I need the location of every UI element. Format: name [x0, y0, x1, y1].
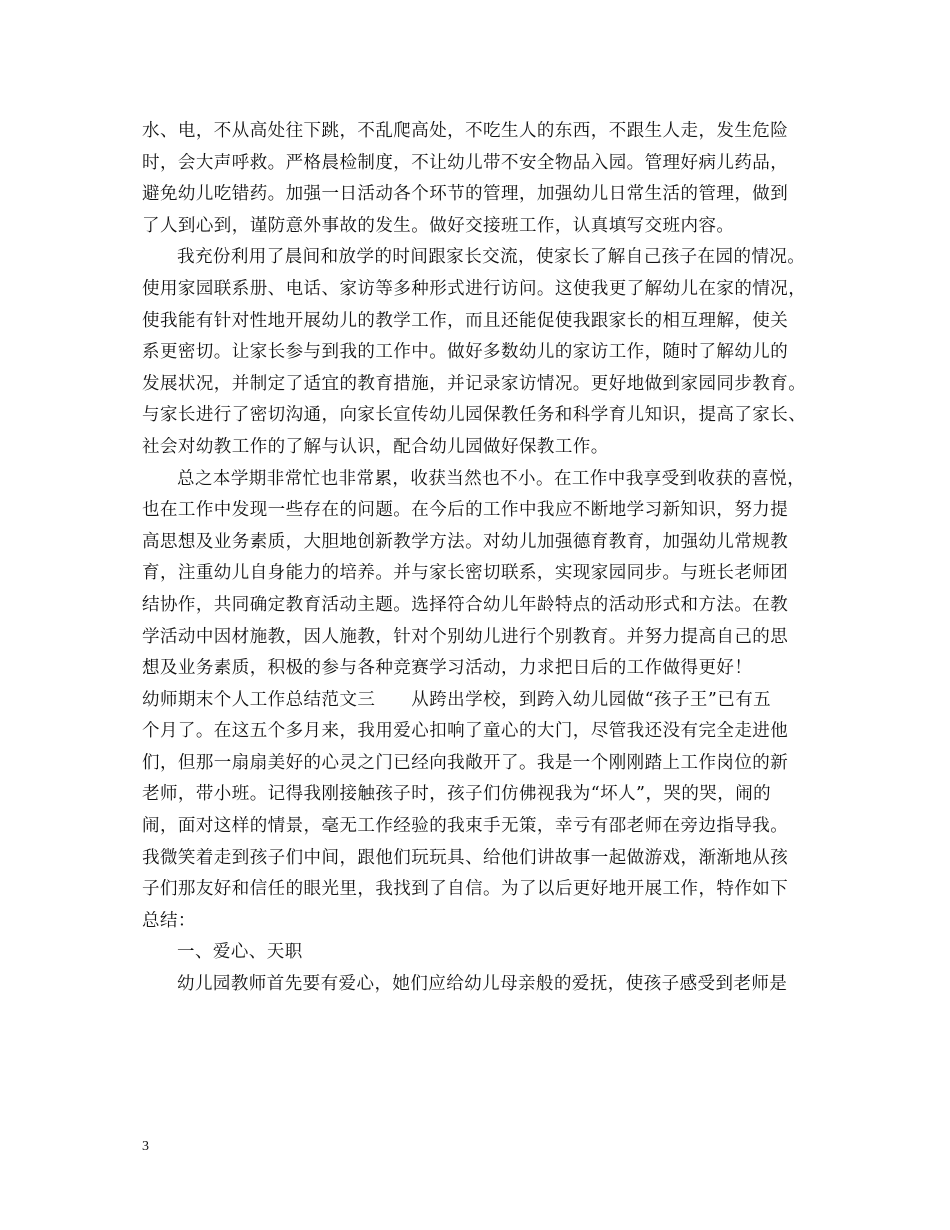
text-line: 使我能有针对性地开展幼儿的教学工作，而且还能促使我跟家长的相互理解，使关 [142, 310, 789, 331]
text-line: 时，会大声呼救。严格晨检制度，不让幼儿带不安全物品入园。管理好病儿药品， [142, 152, 789, 173]
text-line: 们，但那一扇扇美好的心灵之门已经向我敞开了。我是一个刚刚踏上工作岗位的新 [142, 752, 789, 773]
text-line: 我充份利用了晨间和放学的时间跟家长交流，使家长了解自己孩子在园的情况。 [177, 247, 806, 268]
text-line: 总结： [142, 910, 196, 931]
text-line: 幼儿园教师首先要有爱心，她们应给幼儿母亲般的爱抚，使孩子感受到老师是 [177, 974, 788, 995]
text-line: 一、爱心、天职 [177, 942, 303, 963]
text-line: 使用家园联系册、电话、家访等多种形式进行访问。这使我更了解幼儿在家的情况， [142, 278, 807, 299]
text-line: 老师，带小班。记得我刚接触孩子时，孩子们仿佛视我为“坏人”，哭的哭，闹的 [142, 784, 772, 805]
text-line: 也在工作中发现一些存在的问题。在今后的工作中我应不断地学习新知识，努力提 [142, 500, 789, 521]
text-line: 发展状况，并制定了适宜的教育措施，并记录家访情况。更好地做到家园同步教育。 [142, 373, 807, 394]
text-line: 了人到心到，谨防意外事故的发生。做好交接班工作，认真填写交班内容。 [142, 215, 735, 236]
text-line: 个月了。在这五个多月来，我用爱心扣响了童心的大门，尽管我还没有完全走进他 [142, 721, 789, 742]
text-line: 幼师期末个人工作总结范文三 从跨出学校，到跨入幼儿园做“孩子王”已有五 [142, 689, 772, 710]
text-line: 闹，面对这样的情景，毫无工作经验的我束手无策，幸亏有邵老师在旁边指导我。 [142, 816, 789, 837]
text-line: 结协作，共同确定教育活动主题。选择符合幼儿年龄特点的活动形式和方法。在教 [142, 594, 789, 615]
body-text [142, 116, 828, 1001]
text-line: 总之本学期非常忙也非常累，收获当然也不小。在工作中我享受到收获的喜悦， [177, 468, 806, 489]
text-line: 我微笑着走到孩子们中间，跟他们玩玩具、给他们讲故事一起做游戏，渐渐地从孩 [142, 847, 789, 868]
text-line: 想及业务素质，积极的参与各种竞赛学习活动，力求把日后的工作做得更好！ [142, 658, 753, 679]
text-line: 与家长进行了密切沟通，向家长宣传幼儿园保教任务和科学育儿知识，提高了家长、 [142, 405, 807, 426]
text-line: 育，注重幼儿自身能力的培养。并与家长密切联系，实现家园同步。与班长老师团 [142, 563, 789, 584]
text-line: 系更密切。让家长参与到我的工作中。做好多数幼儿的家访工作，随时了解幼儿的 [142, 342, 789, 363]
text-line: 学活动中因材施教，因人施教，针对个别幼儿进行个别教育。并努力提高自己的思 [142, 626, 789, 647]
text-line: 社会对幼教工作的了解与认识，配合幼儿园做好保教工作。 [142, 436, 609, 457]
text-line: 子们那友好和信任的眼光里，我找到了自信。为了以后更好地开展工作，特作如下 [142, 879, 789, 900]
page-number: 3 [142, 1139, 149, 1154]
text-line: 避免幼儿吃错药。加强一日活动各个环节的管理，加强幼儿日常生活的管理，做到 [142, 184, 789, 205]
text-line: 高思想及业务素质，大胆地创新教学方法。对幼儿加强德育教育，加强幼儿常规教 [142, 531, 789, 552]
text-line: 水、电，不从高处往下跳，不乱爬高处，不吃生人的东西，不跟生人走，发生危险 [142, 121, 789, 141]
